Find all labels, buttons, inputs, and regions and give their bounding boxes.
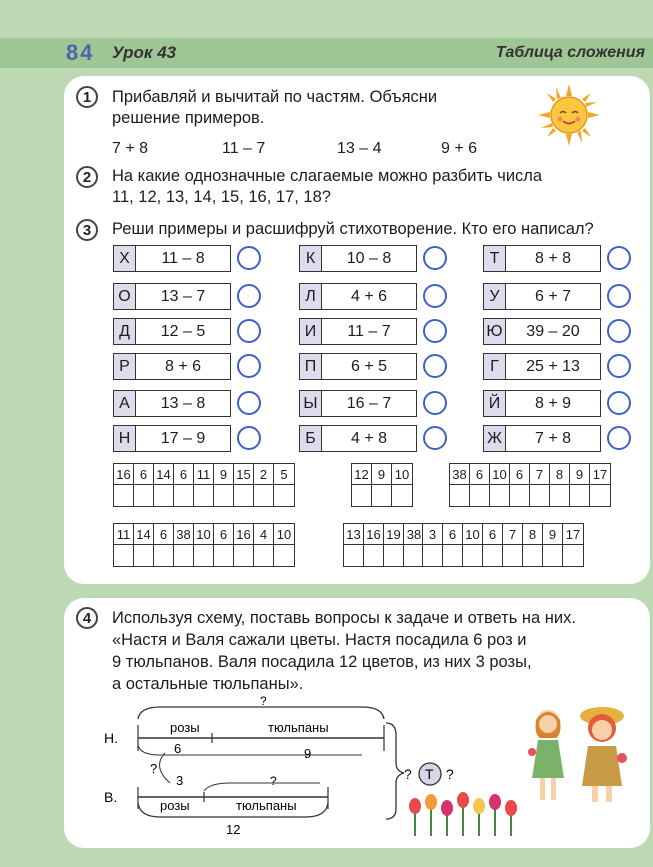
problem-expression: 16 – 7 (321, 390, 417, 417)
cipher-number: 7 (530, 464, 550, 484)
problem-expression: 6 + 7 (505, 283, 601, 310)
problem-expression: 39 – 20 (505, 318, 601, 345)
cipher-answer-cell[interactable] (234, 544, 254, 566)
problem-expression: 11 – 8 (135, 245, 231, 272)
cipher-answer-cell[interactable] (543, 544, 563, 566)
scheme-mid-q: ? (270, 774, 277, 788)
cipher-answer-cell[interactable] (352, 484, 372, 506)
cipher-number: 8 (550, 464, 570, 484)
cipher-table (351, 463, 413, 507)
cipher-answer-cell[interactable] (114, 484, 134, 506)
scheme-tulips-v: тюльпаны (236, 798, 297, 813)
scheme-top-q: ? (260, 695, 267, 708)
cipher-number: 17 (592, 466, 608, 482)
problem-item (483, 318, 631, 345)
answer-circle[interactable] (237, 391, 261, 415)
problem-letter: Б (299, 425, 321, 452)
problem-letter: Ж (483, 425, 505, 452)
problem-letter: Ю (483, 318, 505, 345)
problem-item (299, 283, 447, 310)
cipher-answer-cell[interactable] (174, 544, 194, 566)
problem-expression: 8 + 9 (505, 390, 601, 417)
problem-item (113, 318, 261, 345)
problem-letter: Х (113, 245, 135, 272)
task-1-line1: Прибавляй и вычитай по частям. Объясни (112, 88, 438, 106)
scheme-twelve: 12 (226, 822, 241, 837)
cipher-answer-cell[interactable] (194, 544, 214, 566)
scheme-left-q: ? (150, 761, 158, 776)
cipher-answer-cell[interactable] (254, 544, 274, 566)
cipher-answer-cell[interactable] (114, 544, 134, 566)
cipher-number: 38 (406, 526, 422, 542)
problem-expression: 13 – 8 (135, 390, 231, 417)
task-3-text: Реши примеры и расшифруй стихотворение. Кто его написал? (112, 220, 594, 238)
cipher-number: 15 (234, 464, 254, 484)
cipher-number: 10 (194, 524, 214, 544)
cipher-answer-cell[interactable] (550, 484, 570, 506)
task-4-number: 4 (76, 607, 98, 629)
cipher-number: 6 (470, 464, 490, 484)
problem-item (483, 425, 631, 452)
cipher-answer-cell[interactable] (503, 544, 523, 566)
problem-expression: 11 – 7 (321, 318, 417, 345)
problem-expression: 4 + 6 (321, 283, 417, 310)
cipher-table (113, 463, 295, 507)
cipher-number: 38 (174, 524, 194, 544)
problem-letter: О (113, 283, 135, 310)
cipher-number: 6 (483, 524, 503, 544)
scheme-right-q2: ? (446, 766, 454, 782)
cipher-table (343, 523, 425, 567)
example-3: 13 – 4 (337, 140, 382, 157)
problem-letter: Т (483, 245, 505, 272)
cipher-answer-cell[interactable] (510, 484, 530, 506)
answer-circle[interactable] (423, 284, 447, 308)
task-2-line1: На какие однозначные слагаемые можно разбить числа (112, 167, 543, 185)
problem-item (299, 390, 447, 417)
problem-letter: Р (113, 353, 135, 380)
problem-expression: 7 + 8 (505, 425, 601, 452)
answer-circle[interactable] (237, 426, 261, 450)
cipher-answer-cell[interactable] (423, 544, 443, 566)
cipher-number: 2 (254, 464, 274, 484)
answer-circle[interactable] (237, 284, 261, 308)
cipher-number: 14 (154, 464, 174, 484)
problem-item (299, 425, 447, 452)
task-1-line2: решение примеров. (112, 109, 265, 127)
cipher-number: 9 (543, 524, 563, 544)
task-4-line4: а остальные тюльпаны». (112, 675, 304, 693)
answer-circle[interactable] (607, 284, 631, 308)
cipher-answer-cell[interactable] (443, 544, 463, 566)
task-4-line1: Используя схему, поставь вопросы к задаче и ответь на них. (112, 609, 576, 627)
problem-item (483, 353, 631, 380)
lesson-title: Урок 43 (112, 43, 177, 62)
cipher-answer-cell[interactable] (450, 484, 470, 506)
answer-circle[interactable] (607, 426, 631, 450)
cipher-number: 16 (234, 524, 254, 544)
problem-expression: 8 + 6 (135, 353, 231, 380)
scheme-six: 6 (174, 741, 182, 756)
scheme-nine: 9 (304, 746, 312, 761)
cipher-answer-cell[interactable] (364, 544, 384, 566)
problem-expression: 12 – 5 (135, 318, 231, 345)
cipher-number: 10 (276, 526, 292, 542)
cipher-answer-cell[interactable] (404, 544, 424, 566)
cipher-answer-cell[interactable] (254, 484, 274, 506)
task-2-number: 2 (76, 166, 98, 188)
answer-circle[interactable] (423, 354, 447, 378)
answer-circle[interactable] (423, 391, 447, 415)
problem-item (483, 283, 631, 310)
problem-item (113, 390, 261, 417)
flowers-illustration (405, 790, 525, 838)
cipher-table (449, 463, 611, 507)
problem-letter: К (299, 245, 321, 272)
answer-circle[interactable] (607, 246, 631, 270)
cipher-number: 5 (280, 466, 288, 482)
cipher-number: 8 (523, 524, 543, 544)
cipher-table (422, 523, 584, 567)
problem-letter: И (299, 318, 321, 345)
cipher-number: 16 (114, 464, 134, 484)
cipher-number: 38 (450, 464, 470, 484)
task-4-line3: 9 тюльпанов. Валя посадила 12 цветов, из них 3 розы, (112, 653, 532, 671)
problem-letter: У (483, 283, 505, 310)
cipher-answer-cell[interactable] (563, 544, 583, 566)
cipher-answer-cell[interactable] (274, 484, 294, 506)
cipher-answer-cell[interactable] (490, 484, 510, 506)
cipher-number: 10 (463, 524, 483, 544)
problem-letter: Л (299, 283, 321, 310)
cipher-number: 12 (352, 464, 372, 484)
cipher-number: 11 (114, 524, 134, 544)
task-1-number: 1 (76, 86, 98, 108)
cipher-number: 6 (510, 464, 530, 484)
answer-circle[interactable] (607, 354, 631, 378)
topic-title: Таблица сложения (495, 44, 645, 61)
cipher-answer-cell[interactable] (154, 544, 174, 566)
example-1: 7 + 8 (112, 140, 149, 157)
cipher-answer-cell[interactable] (372, 484, 392, 506)
cipher-number: 10 (490, 464, 510, 484)
task-2-line2: 11, 12, 13, 14, 15, 16, 17, 18? (112, 188, 331, 206)
problem-item (299, 353, 447, 380)
scheme-three: 3 (176, 773, 184, 788)
problem-letter: Ы (299, 390, 321, 417)
cipher-number: 19 (384, 524, 404, 544)
cipher-answer-cell[interactable] (384, 544, 404, 566)
problem-item (299, 245, 447, 272)
problem-item (113, 283, 261, 310)
cipher-number: 6 (443, 524, 463, 544)
cipher-answer-cell[interactable] (274, 544, 294, 566)
cipher-answer-cell[interactable] (134, 484, 154, 506)
cipher-answer-cell[interactable] (570, 484, 590, 506)
problem-item (113, 353, 261, 380)
page-number: 84 (66, 40, 95, 65)
scheme-roses-v: розы (160, 798, 190, 813)
scheme-v-label: В. (104, 789, 118, 805)
problem-expression: 10 – 8 (321, 245, 417, 272)
girls-illustration (518, 700, 636, 810)
problem-letter: Г (483, 353, 505, 380)
problem-expression: 13 – 7 (135, 283, 231, 310)
cipher-answer-cell[interactable] (134, 544, 154, 566)
cipher-number: 10 (394, 466, 410, 482)
cipher-answer-cell[interactable] (174, 484, 194, 506)
cipher-number: 14 (134, 524, 154, 544)
problem-letter: Н (113, 425, 135, 452)
answer-circle[interactable] (607, 319, 631, 343)
cipher-answer-cell[interactable] (194, 484, 214, 506)
sun-icon (536, 82, 602, 148)
answer-circle[interactable] (237, 319, 261, 343)
cipher-number: 6 (214, 524, 234, 544)
scheme-right-q1: ? (404, 766, 412, 782)
problem-letter: Й (483, 390, 505, 417)
task-4-line2: «Настя и Валя сажали цветы. Настя посадила 6 роз и (112, 631, 527, 649)
cipher-answer-cell[interactable] (463, 544, 483, 566)
scheme-roses-n: розы (170, 720, 200, 735)
cipher-number: 6 (174, 464, 194, 484)
cipher-number: 13 (344, 524, 364, 544)
problem-expression: 17 – 9 (135, 425, 231, 452)
problem-item (113, 425, 261, 452)
cipher-answer-cell[interactable] (154, 484, 174, 506)
answer-circle[interactable] (237, 354, 261, 378)
cipher-number: 4 (254, 524, 274, 544)
cipher-number: 3 (423, 524, 443, 544)
cipher-answer-cell[interactable] (214, 484, 234, 506)
scheme-n-label: Н. (104, 730, 118, 746)
cipher-number: 17 (565, 526, 581, 542)
cipher-answer-cell[interactable] (590, 484, 610, 506)
problem-item (113, 245, 261, 272)
problem-letter: Д (113, 318, 135, 345)
problem-letter: П (299, 353, 321, 380)
answer-circle[interactable] (423, 319, 447, 343)
cipher-number: 9 (214, 464, 234, 484)
cipher-answer-cell[interactable] (214, 544, 234, 566)
answer-circle[interactable] (423, 246, 447, 270)
example-4: 9 + 6 (441, 140, 478, 157)
cipher-number: 6 (154, 524, 174, 544)
problem-item (483, 390, 631, 417)
problem-item (483, 245, 631, 272)
cipher-table (113, 523, 295, 567)
cipher-answer-cell[interactable] (470, 484, 490, 506)
scheme-t-badge: Т (425, 766, 434, 782)
cipher-number: 9 (372, 464, 392, 484)
cipher-number: 16 (364, 524, 384, 544)
cipher-answer-cell[interactable] (234, 484, 254, 506)
cipher-answer-cell[interactable] (392, 484, 412, 506)
example-2: 11 – 7 (222, 140, 266, 157)
cipher-answer-cell[interactable] (530, 484, 550, 506)
task-3-number: 3 (76, 219, 98, 241)
answer-circle[interactable] (423, 426, 447, 450)
cipher-number: 6 (134, 464, 154, 484)
cipher-answer-cell[interactable] (523, 544, 543, 566)
problem-expression: 8 + 8 (505, 245, 601, 272)
answer-circle[interactable] (237, 246, 261, 270)
cipher-answer-cell[interactable] (344, 544, 364, 566)
cipher-number: 9 (570, 464, 590, 484)
problem-expression: 6 + 5 (321, 353, 417, 380)
cipher-number: 11 (194, 464, 214, 484)
problem-item (299, 318, 447, 345)
problem-expression: 4 + 8 (321, 425, 417, 452)
cipher-answer-cell[interactable] (483, 544, 503, 566)
answer-circle[interactable] (607, 391, 631, 415)
problem-letter: А (113, 390, 135, 417)
scheme-tulips-n: тюльпаны (268, 720, 329, 735)
problem-expression: 25 + 13 (505, 353, 601, 380)
cipher-number: 7 (503, 524, 523, 544)
